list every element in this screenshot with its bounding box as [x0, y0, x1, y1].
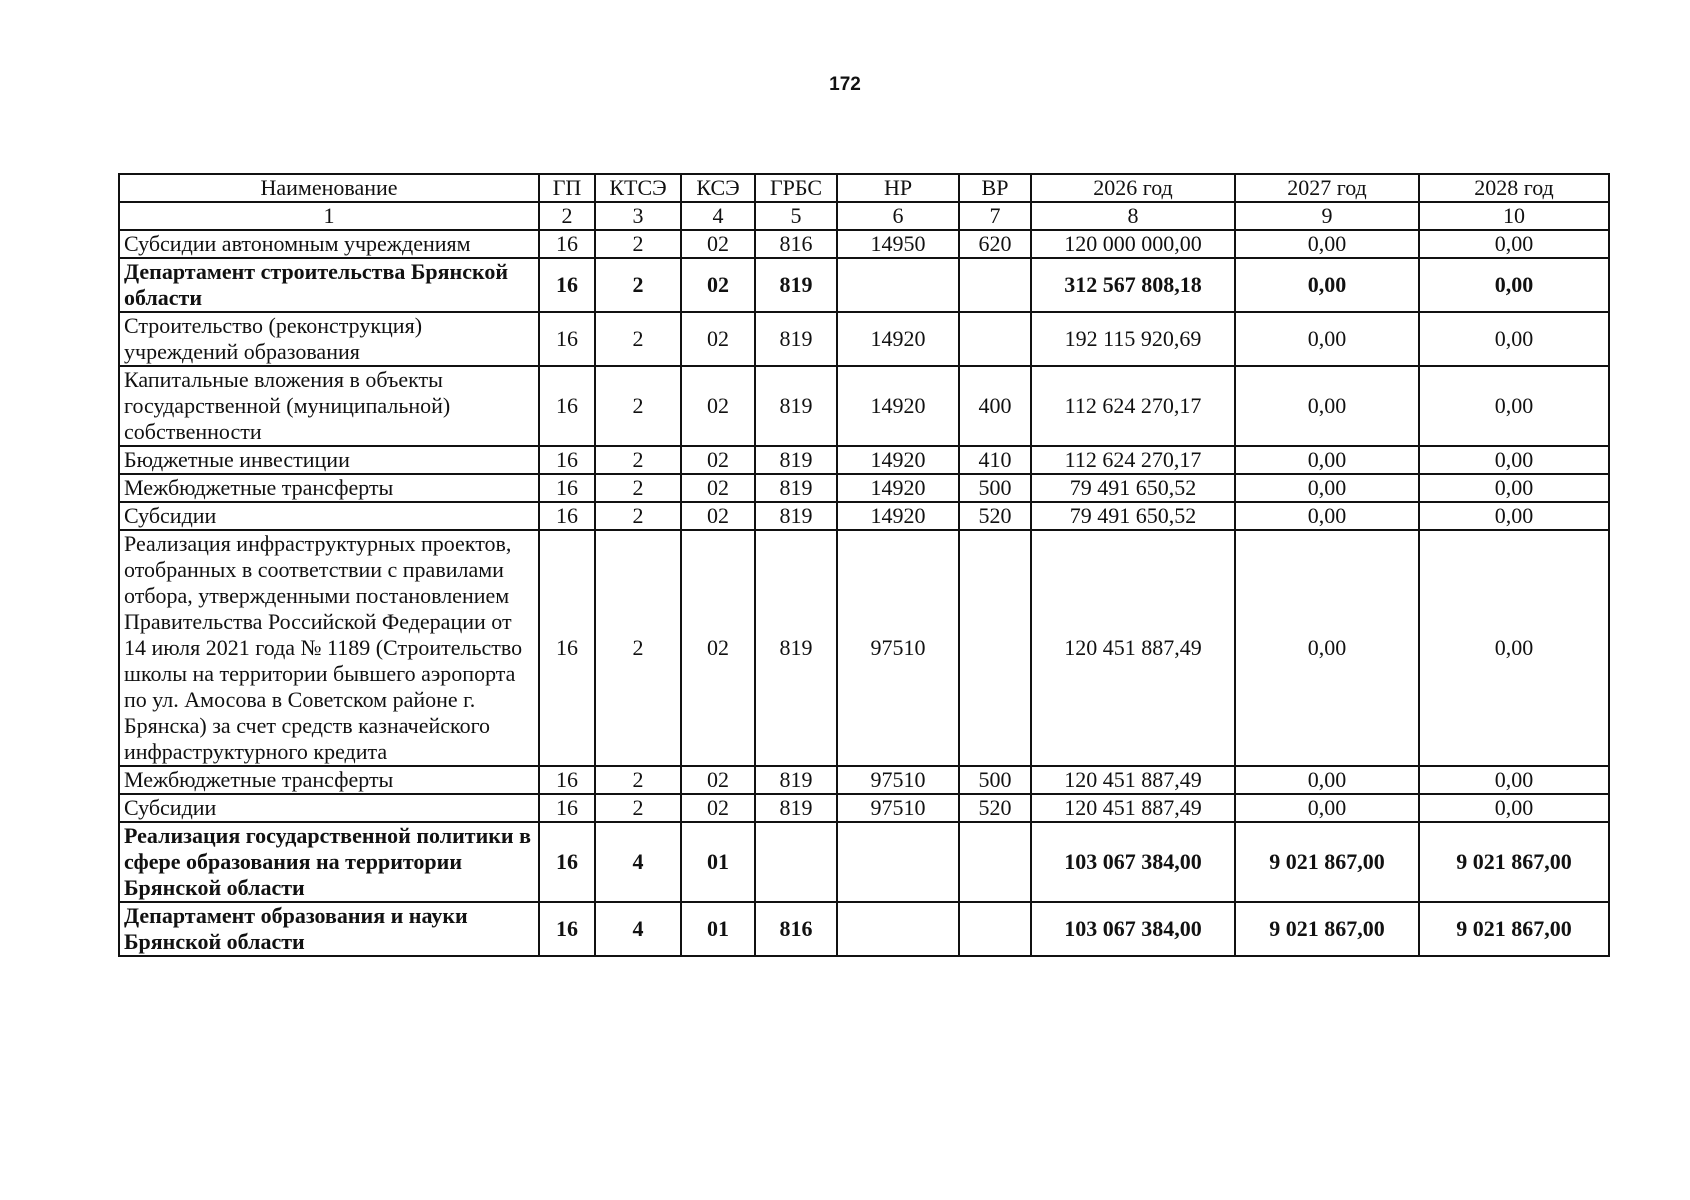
table-row — [119, 258, 1609, 312]
row-vr — [959, 530, 1031, 766]
row-amount-2027: 0,00 — [1235, 312, 1419, 366]
row-kse: 01 — [681, 902, 755, 956]
row-vr — [959, 902, 1031, 956]
row-grbs: 819 — [755, 446, 837, 474]
row-name: Капитальные вложения в объекты государственной (муниципальной) собственности — [119, 366, 539, 446]
row-ktse: 2 — [595, 258, 681, 312]
row-gp: 16 — [539, 230, 595, 258]
row-amount-2026: 312 567 808,18 — [1031, 258, 1235, 312]
table-row — [119, 794, 1609, 822]
row-amount-2026: 79 491 650,52 — [1031, 502, 1235, 530]
row-amount-2026: 103 067 384,00 — [1031, 902, 1235, 956]
header-gp: ГП — [539, 174, 595, 202]
row-gp: 16 — [539, 474, 595, 502]
header-name: Наименование — [119, 174, 539, 202]
column-number-row — [119, 202, 1609, 230]
header-vr: ВР — [959, 174, 1031, 202]
table-row — [119, 446, 1609, 474]
page-number: 172 — [829, 74, 861, 95]
row-amount-2026: 120 000 000,00 — [1031, 230, 1235, 258]
row-gp: 16 — [539, 258, 595, 312]
row-vr — [959, 312, 1031, 366]
row-amount-2028: 9 021 867,00 — [1419, 902, 1609, 956]
row-amount-2028: 0,00 — [1419, 474, 1609, 502]
row-grbs: 819 — [755, 530, 837, 766]
row-amount-2027: 0,00 — [1235, 258, 1419, 312]
row-ktse: 2 — [595, 766, 681, 794]
column-number: 9 — [1235, 202, 1419, 230]
header-row — [119, 174, 1609, 202]
row-vr: 620 — [959, 230, 1031, 258]
row-gp: 16 — [539, 312, 595, 366]
row-vr: 520 — [959, 502, 1031, 530]
table-row — [119, 230, 1609, 258]
table-row — [119, 502, 1609, 530]
table-row — [119, 312, 1609, 366]
row-ktse: 2 — [595, 502, 681, 530]
row-amount-2028: 0,00 — [1419, 446, 1609, 474]
row-vr: 500 — [959, 766, 1031, 794]
row-amount-2026: 120 451 887,49 — [1031, 530, 1235, 766]
row-amount-2026: 120 451 887,49 — [1031, 794, 1235, 822]
row-nr: 14920 — [837, 366, 959, 446]
row-ktse: 2 — [595, 230, 681, 258]
row-ktse: 2 — [595, 530, 681, 766]
row-nr — [837, 258, 959, 312]
row-name: Департамент строительства Брянской области — [119, 258, 539, 312]
row-amount-2027: 9 021 867,00 — [1235, 822, 1419, 902]
table-row — [119, 474, 1609, 502]
row-vr: 500 — [959, 474, 1031, 502]
header-2026: 2026 год — [1031, 174, 1235, 202]
row-amount-2027: 0,00 — [1235, 366, 1419, 446]
row-gp: 16 — [539, 794, 595, 822]
row-nr: 14920 — [837, 446, 959, 474]
row-nr — [837, 902, 959, 956]
row-kse: 02 — [681, 794, 755, 822]
row-vr — [959, 822, 1031, 902]
row-kse: 02 — [681, 474, 755, 502]
row-ktse: 4 — [595, 902, 681, 956]
row-ktse: 2 — [595, 474, 681, 502]
row-ktse: 2 — [595, 312, 681, 366]
table-body — [119, 230, 1609, 956]
table-row — [119, 822, 1609, 902]
row-kse: 02 — [681, 530, 755, 766]
row-name: Реализация инфраструктурных проектов, отобранных в соответствии с правилами отбора, утвержденными постановлением Правительства Российской Федерации от 14 июля 2021 года № 1189 (Строительство школы на территории бывшего аэропорта по ул. Амосова в Советском районе г. Брянска) за счет средств казначейского инфраструктурного кредита — [119, 530, 539, 766]
row-grbs: 819 — [755, 258, 837, 312]
row-amount-2026: 112 624 270,17 — [1031, 366, 1235, 446]
row-name: Субсидии — [119, 502, 539, 530]
row-amount-2027: 0,00 — [1235, 230, 1419, 258]
row-kse: 02 — [681, 766, 755, 794]
column-number: 8 — [1031, 202, 1235, 230]
table-row — [119, 366, 1609, 446]
row-name: Межбюджетные трансферты — [119, 766, 539, 794]
row-grbs: 819 — [755, 502, 837, 530]
row-amount-2028: 9 021 867,00 — [1419, 822, 1609, 902]
row-nr: 97510 — [837, 766, 959, 794]
column-number: 1 — [119, 202, 539, 230]
row-amount-2026: 112 624 270,17 — [1031, 446, 1235, 474]
row-kse: 02 — [681, 312, 755, 366]
header-2027: 2027 год — [1235, 174, 1419, 202]
table-row — [119, 530, 1609, 766]
column-number: 3 — [595, 202, 681, 230]
row-amount-2027: 0,00 — [1235, 474, 1419, 502]
row-nr: 97510 — [837, 794, 959, 822]
row-nr — [837, 822, 959, 902]
row-amount-2028: 0,00 — [1419, 766, 1609, 794]
row-kse: 02 — [681, 446, 755, 474]
row-gp: 16 — [539, 530, 595, 766]
row-kse: 01 — [681, 822, 755, 902]
row-amount-2027: 0,00 — [1235, 530, 1419, 766]
row-name: Строительство (реконструкция) учреждений образования — [119, 312, 539, 366]
header-kse: КСЭ — [681, 174, 755, 202]
row-grbs: 816 — [755, 230, 837, 258]
row-vr — [959, 258, 1031, 312]
row-kse: 02 — [681, 366, 755, 446]
table-row — [119, 902, 1609, 956]
row-grbs — [755, 822, 837, 902]
row-name: Реализация государственной политики в сфере образования на территории Брянской области — [119, 822, 539, 902]
row-gp: 16 — [539, 766, 595, 794]
row-amount-2026: 79 491 650,52 — [1031, 474, 1235, 502]
header-2028: 2028 год — [1419, 174, 1609, 202]
row-grbs: 819 — [755, 366, 837, 446]
row-amount-2027: 0,00 — [1235, 502, 1419, 530]
row-grbs: 819 — [755, 474, 837, 502]
row-ktse: 2 — [595, 446, 681, 474]
row-amount-2028: 0,00 — [1419, 794, 1609, 822]
row-name: Субсидии автономным учреждениям — [119, 230, 539, 258]
row-name: Межбюджетные трансферты — [119, 474, 539, 502]
row-amount-2027: 9 021 867,00 — [1235, 902, 1419, 956]
row-ktse: 2 — [595, 366, 681, 446]
row-grbs: 819 — [755, 766, 837, 794]
row-amount-2026: 120 451 887,49 — [1031, 766, 1235, 794]
row-kse: 02 — [681, 258, 755, 312]
column-number: 5 — [755, 202, 837, 230]
row-kse: 02 — [681, 502, 755, 530]
row-gp: 16 — [539, 902, 595, 956]
row-nr: 97510 — [837, 530, 959, 766]
row-amount-2028: 0,00 — [1419, 312, 1609, 366]
row-vr: 400 — [959, 366, 1031, 446]
row-amount-2026: 103 067 384,00 — [1031, 822, 1235, 902]
budget-table — [118, 173, 1610, 957]
row-vr: 520 — [959, 794, 1031, 822]
row-amount-2027: 0,00 — [1235, 794, 1419, 822]
row-gp: 16 — [539, 366, 595, 446]
row-amount-2028: 0,00 — [1419, 366, 1609, 446]
row-amount-2027: 0,00 — [1235, 446, 1419, 474]
column-number: 4 — [681, 202, 755, 230]
row-vr: 410 — [959, 446, 1031, 474]
row-amount-2028: 0,00 — [1419, 530, 1609, 766]
column-number: 7 — [959, 202, 1031, 230]
row-gp: 16 — [539, 446, 595, 474]
column-number: 6 — [837, 202, 959, 230]
header-ktse: КТСЭ — [595, 174, 681, 202]
row-name: Субсидии — [119, 794, 539, 822]
row-nr: 14920 — [837, 312, 959, 366]
row-nr: 14920 — [837, 474, 959, 502]
header-grbs: ГРБС — [755, 174, 837, 202]
row-nr: 14950 — [837, 230, 959, 258]
row-amount-2028: 0,00 — [1419, 230, 1609, 258]
row-amount-2026: 192 115 920,69 — [1031, 312, 1235, 366]
row-gp: 16 — [539, 502, 595, 530]
row-kse: 02 — [681, 230, 755, 258]
row-name: Бюджетные инвестиции — [119, 446, 539, 474]
row-amount-2027: 0,00 — [1235, 766, 1419, 794]
row-gp: 16 — [539, 822, 595, 902]
column-number: 10 — [1419, 202, 1609, 230]
column-number: 2 — [539, 202, 595, 230]
row-ktse: 2 — [595, 794, 681, 822]
row-amount-2028: 0,00 — [1419, 258, 1609, 312]
row-ktse: 4 — [595, 822, 681, 902]
row-grbs: 819 — [755, 794, 837, 822]
row-name: Департамент образования и науки Брянской области — [119, 902, 539, 956]
row-grbs: 819 — [755, 312, 837, 366]
table-row — [119, 766, 1609, 794]
row-amount-2028: 0,00 — [1419, 502, 1609, 530]
row-grbs: 816 — [755, 902, 837, 956]
row-nr: 14920 — [837, 502, 959, 530]
header-nr: НР — [837, 174, 959, 202]
